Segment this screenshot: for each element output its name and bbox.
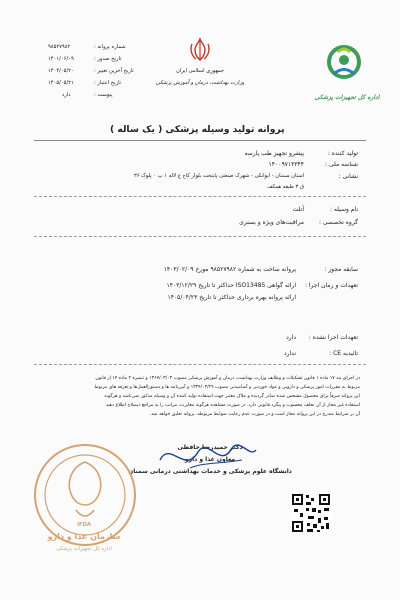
seal-text-ring: سازمان غذا و دارو	[47, 532, 121, 541]
producer-value: پیشرو تجهیز طب پارسه	[244, 150, 304, 157]
license-no-value: ۹۸۵۲۷۹۸۲	[48, 44, 71, 50]
attachment-value: دارد	[62, 92, 71, 98]
signature-icon	[150, 430, 260, 480]
commitment-line1: ارائه گواهی ISO13485 حداکثر تا تاریخ ۱۴۰۳/۱۲/۲۹	[166, 282, 296, 289]
legal-line: مربوط به مقررات امور پزشکی و دارویی و مواد خوردنی و آشامیدنی مصوب ۱۳۳۴/۰۳/۲۹ و آیین‌نامه ها و دستورالعمل‌ها و تعرفه های مربوط	[94, 385, 360, 390]
history-label: سابقه مجوز :	[324, 266, 358, 273]
legal-line: استفاده غیر مجاز از آن تخلف محسوب و پیگرد قانونی دارد. در صورت مشاهده هرگونه مغایرت، مراتب را به مراجع ذیصلاح اطلاع دهید	[105, 403, 360, 408]
validity-value: ۱۴۰۵/۰۵/۲۱	[48, 80, 74, 86]
device-group-label: گروه تخصصی :	[319, 219, 358, 226]
last-change-label: تاریخ آخرین تغییر :	[94, 68, 134, 74]
validity-label: تاریخ اعتبار :	[94, 80, 122, 86]
producer-label: تولید کننده :	[327, 150, 358, 157]
device-name-value: آتلت	[292, 206, 304, 213]
legal-line: این پروانه صرفاً برای محصول مشخص شده صادر گردیده و ملاک معتبر جهت استفاده تولید کننده آن و وسیله مذکور نمی‌باشد و هرگونه	[104, 394, 360, 399]
document-title: پروانه تولید وسیله پزشکی ( یک ساله )	[110, 124, 285, 135]
seal-abbr: IFDA	[77, 522, 91, 528]
legal-line: در اجرای بند ۱۷ ماده ۱ قانون تشکیلات و وظایف وزارت بهداشت، درمان و آموزش پزشکی مصوب ۱۳۶۷/۰۳/۰۳ و تبصره ۲ ماده ۱۴ از قانون	[95, 376, 360, 381]
commitment-line2: ارائه پروانه بهره برداری حداکثر تا تاریخ ۱۴۰۵/۰۴/۲۳	[167, 294, 296, 301]
ce-label: تائیدیه CE :	[329, 350, 358, 357]
title-divider	[34, 140, 366, 141]
license-no-label: شماره پروانه :	[94, 44, 126, 50]
address-line2: ق ۳ طبقه همکف	[267, 184, 304, 190]
address-label: نشانی :	[338, 173, 358, 180]
section-divider-1	[34, 196, 366, 197]
national-id-label: شناسه ملی :	[325, 161, 358, 168]
qr-code-icon[interactable]	[290, 492, 332, 534]
ce-value: ندارد	[283, 350, 296, 357]
emblem-line2: وزارت بهداشت، درمان و آموزش پزشکی	[155, 80, 245, 86]
medical-equipment-logo-icon	[326, 44, 362, 88]
issue-date-label: تاریخ صدور :	[94, 56, 122, 62]
unfulfilled-label: تعهدات اجرا نشده :	[308, 334, 358, 341]
attachment-label: پیوست :	[94, 92, 113, 98]
unfulfilled-value: دارد	[286, 334, 296, 341]
address-line1: استان سمنان - ایوانکی - شهرک صنعتی پایتخت بلوار کاج غ لاله ۱ پ ۰ پلوک ۳۶	[133, 173, 304, 179]
section-divider-2	[34, 236, 366, 237]
legal-paragraph	[40, 374, 360, 419]
commitments-label: تعهدات و زمان اجرا :	[304, 282, 358, 289]
signatory-name: دکتر حمیدرضا حافظی	[177, 444, 243, 451]
signatory-org: دانشگاه علوم پزشکی و خدمات بهداشتی درمانی سمنان	[128, 468, 292, 475]
last-change-value: ۱۴۰۴/۰۵/۲۰	[48, 68, 74, 74]
national-id-value: ۱۴۰۰۹۷۱۳۳۴۴	[268, 161, 304, 168]
section-divider-3	[34, 364, 366, 365]
seal-text-sub: اداره کل تجهیزات پزشکی	[56, 546, 112, 552]
history-value: پروانه ساخت به شماره ۹۸۵۲۷۹۸۲ مورخ ۱۴۰۳/۰۲/۰۹	[163, 266, 296, 273]
admin-line: اداره کل تجهیزات پزشکی	[314, 94, 380, 101]
device-group-value: مراقبت‌های ویژه و بستری	[239, 219, 304, 226]
emblem-line1: جمهوری اسلامی ایران	[175, 68, 225, 74]
device-name-label: نام وسیله :	[330, 206, 358, 213]
legal-line: آن بر شرایط مندرج در این پروانه مجاز است و در صورت عدم رعایت ضوابط مربوطه، پروانه تعلیق خواهد شد.	[149, 412, 360, 417]
iran-emblem-icon	[186, 36, 214, 64]
signatory-role: معاون غذا و دارو	[184, 456, 236, 463]
issue-date-value: ۱۴۰۱/۰۶/۰۹	[48, 56, 74, 62]
